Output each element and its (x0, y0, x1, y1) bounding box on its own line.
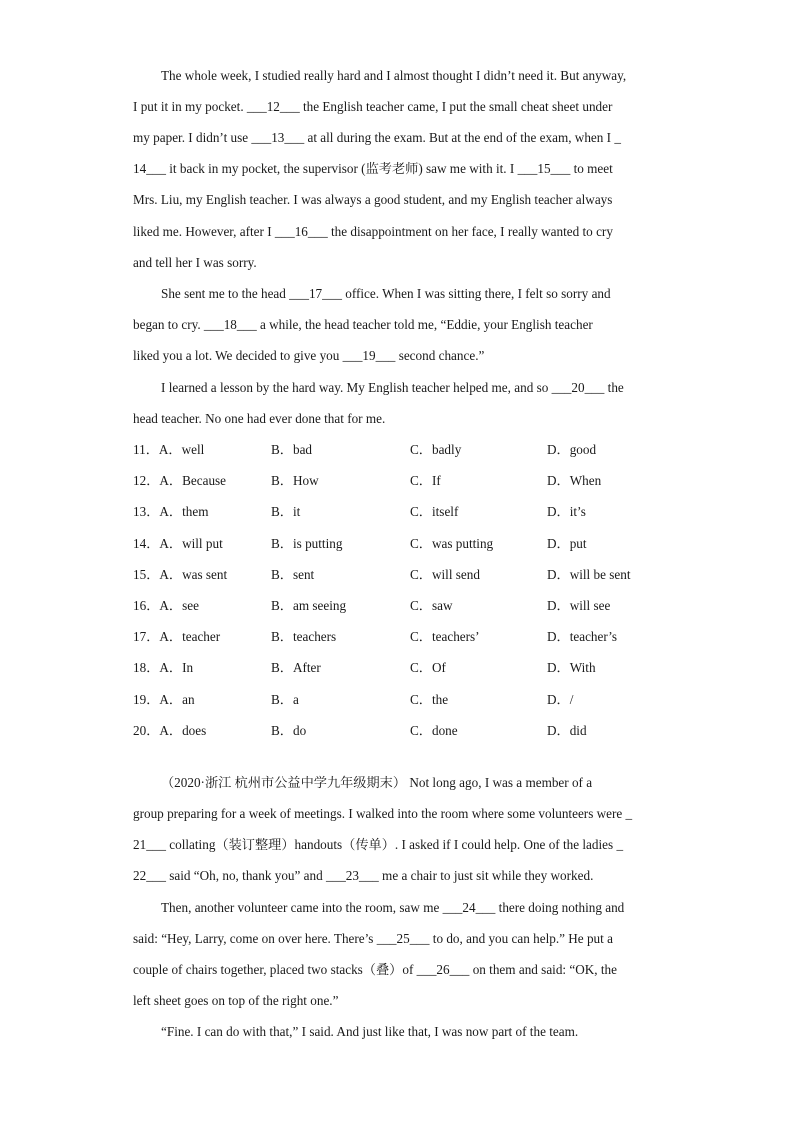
question-number-option-a: 14．A．will put (133, 536, 223, 551)
passage-line: head teacher. No one had ever done that for me. (133, 411, 386, 426)
question-row (133, 627, 663, 647)
question-row (133, 534, 663, 554)
passage-line: 21___ collating（装订整理）handouts（传单）. I asked if I could help. One of the ladies _ (133, 837, 624, 852)
option-d: D．/ (547, 692, 574, 707)
question-row (133, 721, 663, 741)
option-c: C．teachers’ (410, 629, 480, 644)
question-row (133, 440, 663, 460)
question-number-option-a: 11．A．well (133, 442, 205, 457)
option-d: D．When (547, 473, 602, 488)
option-b: B．is putting (271, 536, 343, 551)
option-c: C．the (410, 692, 449, 707)
question-number-option-a: 12．A．Because (133, 473, 227, 488)
passage-line: Mrs. Liu, my English teacher. I was always a good student, and my English teacher always (133, 192, 613, 207)
passage-line: began to cry. ___18___ a while, the head teacher told me, “Eddie, your English teacher (133, 317, 593, 332)
passage-line: I learned a lesson by the hard way. My English teacher helped me, and so ___20___ the (161, 380, 624, 395)
passage-line: liked me. However, after I ___16___ the disappointment on her face, I really wanted to cry (133, 224, 613, 239)
question-row (133, 502, 663, 522)
passage-line: group preparing for a week of meetings. I walked into the room where some volunteers were _ (133, 806, 633, 821)
passage-line: 22___ said “Oh, no, thank you” and ___23___ me a chair to just sit while they worked. (133, 868, 594, 883)
question-number-option-a: 17．A．teacher (133, 629, 221, 644)
option-c: C．will send (410, 567, 480, 582)
option-b: B．bad (271, 442, 313, 457)
question-number-option-a: 18．A．In (133, 660, 194, 675)
option-d: D．put (547, 536, 587, 551)
option-c: C．If (410, 473, 441, 488)
question-number-option-a: 20．A．does (133, 723, 207, 738)
question-row (133, 471, 663, 491)
option-b: B．am seeing (271, 598, 347, 613)
option-c: C．Of (410, 660, 446, 675)
passage-line: couple of chairs together, placed two stacks（叠）of ___26___ on them and said: “OK, the (133, 962, 617, 977)
question-row (133, 658, 663, 678)
passage-source-line: （2020·浙江 杭州市公益中学九年级期末） Not long ago, I was a member of a (161, 775, 593, 790)
passage-line: liked you a lot. We decided to give you ___19___ second chance.” (133, 348, 485, 363)
question-row (133, 690, 663, 710)
passage-line: 14___ it back in my pocket, the supervisor (监考老师) saw me with it. I ___15___ to meet (133, 161, 613, 176)
passage-line: Then, another volunteer came into the room, saw me ___24___ there doing nothing and (161, 900, 625, 915)
question-number-option-a: 15．A．was sent (133, 567, 228, 582)
passage-line: She sent me to the head ___17___ office. When I was sitting there, I felt so sorry and (161, 286, 611, 301)
option-c: C．saw (410, 598, 453, 613)
option-b: B．sent (271, 567, 315, 582)
option-b: B．it (271, 504, 301, 519)
option-b: B．do (271, 723, 307, 738)
option-d: D．did (547, 723, 587, 738)
option-d: D．good (547, 442, 597, 457)
passage-line: left sheet goes on top of the right one.” (133, 993, 339, 1008)
passage-line: “Fine. I can do with that,” I said. And just like that, I was now part of the team. (161, 1024, 579, 1039)
passage-line: and tell her I was sorry. (133, 255, 257, 270)
option-d: D．will see (547, 598, 611, 613)
passage-line: said: “Hey, Larry, come on over here. There’s ___25___ to do, and you can help.” He put a (133, 931, 613, 946)
option-b: B．How (271, 473, 319, 488)
option-b: B．After (271, 660, 321, 675)
option-b: B．a (271, 692, 299, 707)
question-number-option-a: 16．A．see (133, 598, 199, 613)
question-number-option-a: 13．A．them (133, 504, 209, 519)
passage-line: my paper. I didn’t use ___13___ at all during the exam. But at the end of the exam, when I _ (133, 130, 621, 145)
question-row (133, 565, 663, 585)
option-d: D．With (547, 660, 596, 675)
option-c: C．done (410, 723, 458, 738)
option-d: D．it’s (547, 504, 586, 519)
passage-line: I put it in my pocket. ___12___ the English teacher came, I put the small cheat sheet under (133, 99, 613, 114)
option-c: C．badly (410, 442, 462, 457)
option-d: D．teacher’s (547, 629, 618, 644)
question-row (133, 596, 663, 616)
option-d: D．will be sent (547, 567, 631, 582)
option-b: B．teachers (271, 629, 337, 644)
option-c: C．was putting (410, 536, 494, 551)
passage-line: The whole week, I studied really hard and I almost thought I didn’t need it. But anyway, (161, 68, 627, 83)
question-number-option-a: 19．A．an (133, 692, 195, 707)
option-c: C．itself (410, 504, 459, 519)
